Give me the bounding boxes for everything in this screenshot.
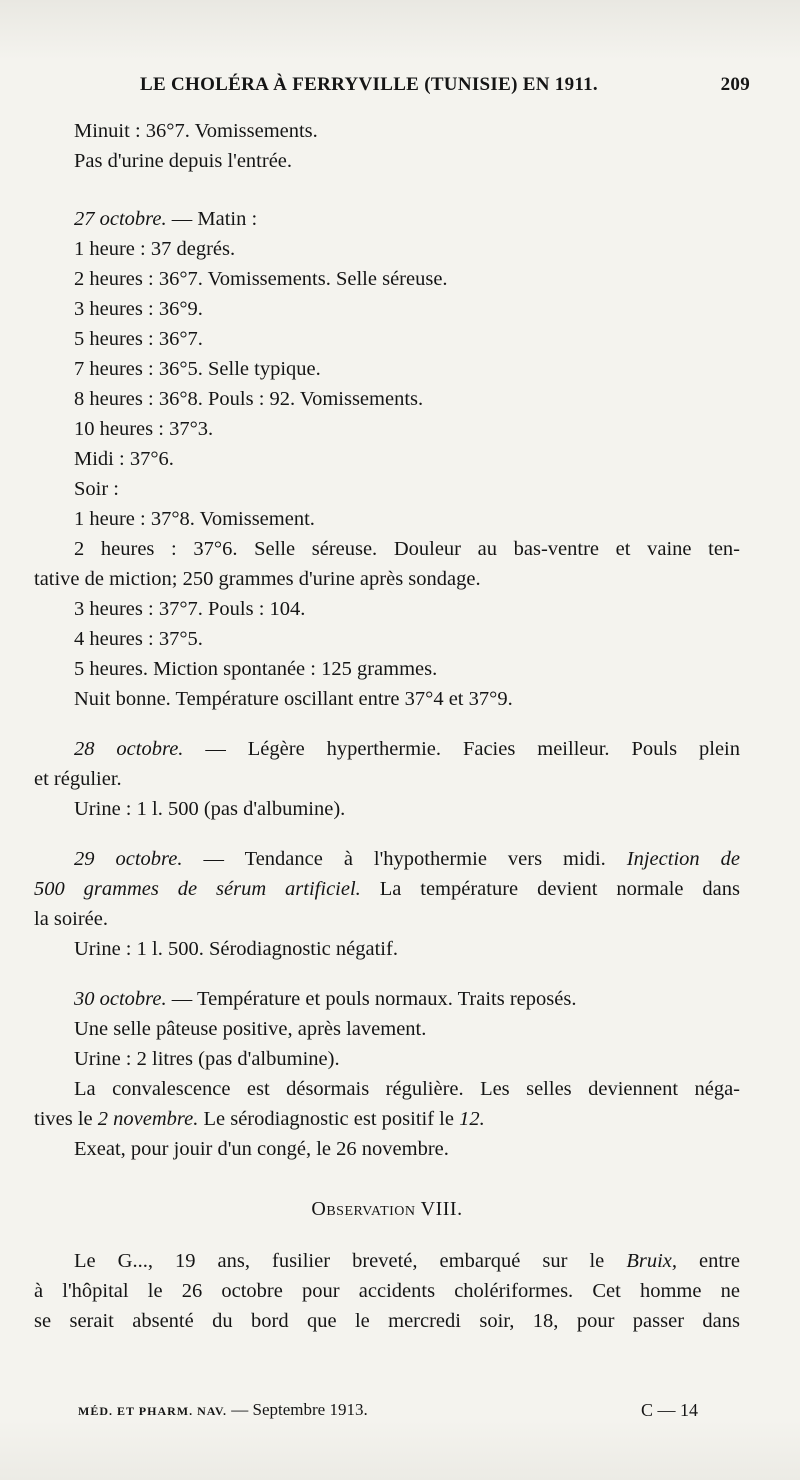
text-line (34, 874, 740, 904)
text-line: La convalescence est désormais régulière. Les selles deviennent néga- (74, 1078, 740, 1100)
entry-italic: 2 novembre. (97, 1108, 199, 1130)
text-line: Une selle pâteuse positive, après lavement. (74, 1018, 427, 1040)
entry-29-octobre (34, 844, 740, 874)
entry-date: 29 octobre. (74, 848, 183, 870)
entry-text: entre (676, 1250, 740, 1272)
text-line (34, 1246, 740, 1276)
text-line: Pas d'urine depuis l'entrée. (74, 150, 293, 172)
text-line: 8 heures : 36°8. Pouls : 92. Vomissements. (74, 388, 424, 410)
text-line: 3 heures : 37°7. Pouls : 104. (74, 598, 306, 620)
text-line: Midi : 37°6. (74, 448, 174, 470)
entry-27-octobre (34, 204, 740, 234)
page-number: 209 (720, 74, 750, 95)
entry-30-octobre (34, 984, 740, 1014)
footer-journal (78, 1400, 368, 1420)
body-text (34, 116, 740, 1336)
text-line (34, 1104, 740, 1134)
running-head (140, 74, 750, 104)
heading-number: VIII. (415, 1198, 463, 1220)
text-line: Minuit : 36°7. Vomissements. (74, 120, 318, 142)
entry-date: 30 octobre. (74, 988, 167, 1010)
entry-text: tives le (34, 1108, 98, 1130)
text-line: 2 heures : 37°6. Selle séreuse. Douleur au bas-ventre et vaine ten- (74, 538, 740, 560)
section-heading (34, 1192, 740, 1226)
text-line: 1 heure : 37 degrés. (74, 238, 236, 260)
entry-28-octobre (34, 734, 740, 764)
signature-mark: C — 14 (640, 1400, 698, 1420)
text-line: Urine : 1 l. 500. Sérodiagnostic négatif. (74, 938, 398, 960)
text-line: 7 heures : 36°5. Selle typique. (74, 358, 321, 380)
heading-label: Observation (311, 1198, 416, 1220)
journal-name: MÉD. ET PHARM. NAV. (78, 1404, 228, 1418)
running-title: LE CHOLÉRA À FERRYVILLE (TUNISIE) EN 1911. (140, 74, 598, 95)
entry-italic: Injection de (626, 848, 740, 870)
text-line: tative de miction; 250 grammes d'urine après sondage. (34, 568, 481, 590)
journal-date: — Septembre 1913. (227, 1400, 368, 1419)
text-line: Urine : 2 litres (pas d'albumine). (74, 1048, 340, 1070)
text-line: Exeat, pour jouir d'un congé, le 26 novembre. (74, 1138, 449, 1160)
entry-italic: 12. (459, 1108, 485, 1130)
text-line: se serait absenté du bord que le mercredi soir, 18, pour passer dans (34, 1310, 740, 1332)
text-line: 5 heures. Miction spontanée : 125 grammes. (74, 658, 438, 680)
entry-date: 27 octobre. (74, 208, 167, 230)
text-line: 5 heures : 36°7. (74, 328, 203, 350)
text-line: 4 heures : 37°5. (74, 628, 203, 650)
text-line: et régulier. (34, 768, 122, 790)
entry-text: La température devient normale dans (360, 878, 740, 900)
entry-date: 28 octobre. (74, 738, 184, 760)
text-line: 1 heure : 37°8. Vomissement. (74, 508, 315, 530)
entry-text: — Tendance à l'hypothermie vers midi. (182, 848, 627, 870)
text-line: 10 heures : 37°3. (74, 418, 214, 440)
text-line: 2 heures : 36°7. Vomissements. Selle séreuse. (74, 268, 448, 290)
entry-text: — Légère hyperthermie. Facies meilleur. Pouls plein (183, 738, 740, 760)
text-line: Urine : 1 l. 500 (pas d'albumine). (74, 798, 346, 820)
text-line: la soirée. (34, 908, 108, 930)
entry-text: — Température et pouls normaux. Traits reposés. (166, 988, 577, 1010)
entry-italic: 500 grammes de sérum artificiel. (34, 878, 361, 900)
ship-name: Bruix, (626, 1250, 677, 1272)
text-line: à l'hôpital le 26 octobre pour accidents cholériformes. Cet homme ne (34, 1280, 740, 1302)
page-footer (78, 1400, 698, 1426)
text-line: Soir : (74, 478, 119, 500)
entry-text: — Matin : (166, 208, 258, 230)
entry-text: Le sérodiagnostic est positif le (198, 1108, 460, 1130)
entry-text: Le G..., 19 ans, fusilier breveté, embarqué sur le (74, 1250, 627, 1272)
text-line: 3 heures : 36°9. (74, 298, 203, 320)
text-line: Nuit bonne. Température oscillant entre 37°4 et 37°9. (74, 688, 513, 710)
